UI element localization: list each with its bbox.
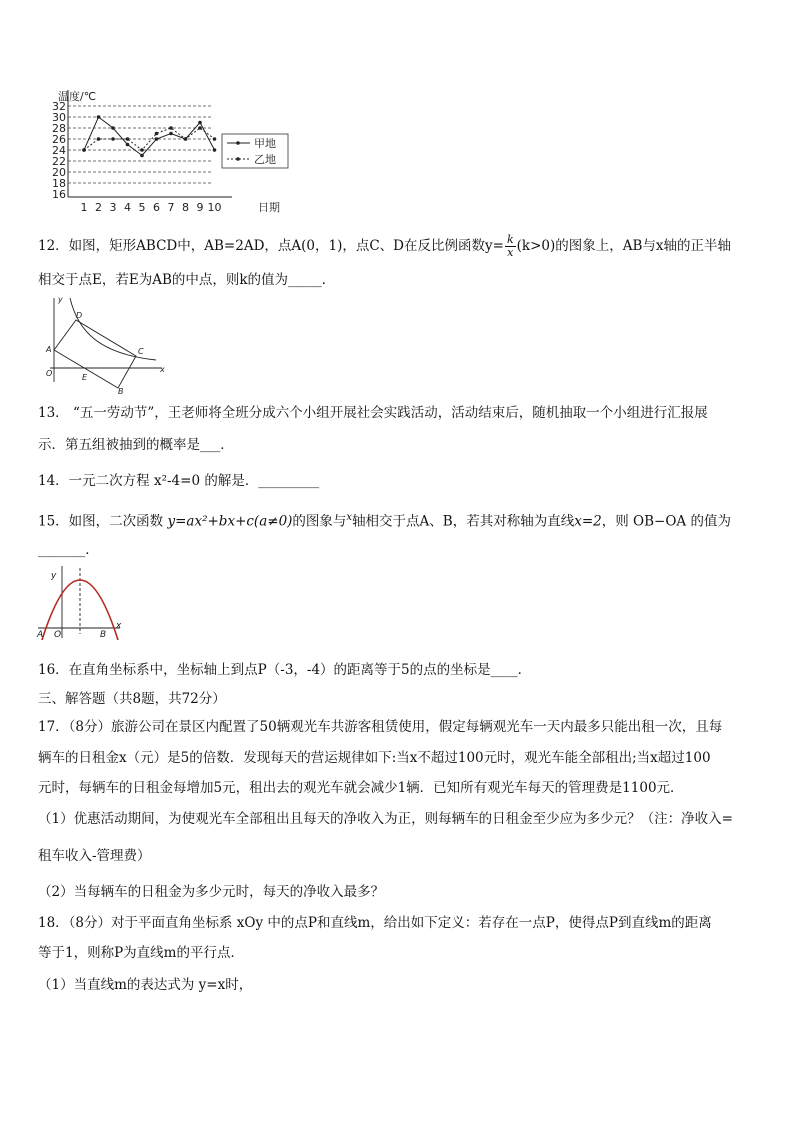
series-1-point — [213, 148, 217, 152]
q14-line1: 14．一元二次方程 x²-4=0 的解是．_________ — [38, 473, 320, 489]
q15-label-x: x — [116, 621, 122, 631]
series-2-point — [155, 132, 159, 136]
q12-label-C: C — [138, 347, 144, 356]
q18-line1: 18．（8分）对于平面直角坐标系 xOy 中的点P和直线m，给出如下定义：若存在一点P，使得点P到直线m的距离 — [38, 915, 712, 931]
q12-label-D: D — [76, 311, 83, 320]
series-2-point — [140, 148, 144, 152]
series-2-point — [111, 137, 115, 141]
q12-frac-den: x — [507, 246, 514, 259]
chart-series — [82, 115, 216, 157]
q15-label-A: A — [37, 630, 44, 640]
x-tick-label: 7 — [167, 201, 175, 214]
q12-label-E: E — [82, 373, 88, 382]
q15-label-B: B — [100, 630, 107, 640]
series-2-point — [97, 137, 101, 141]
q12-fraction — [505, 234, 516, 259]
y-tick-label: 16 — [52, 188, 66, 201]
legend-series-2: 乙地 — [254, 153, 276, 166]
x-tick-label: 4 — [124, 201, 131, 214]
series-1-point — [198, 121, 202, 125]
y-tick-label: 26 — [52, 133, 66, 146]
q18-line2: 等于1，则称P为直线m的平行点． — [38, 945, 244, 961]
temperature-line-chart — [36, 84, 296, 216]
series-2-point — [184, 137, 188, 141]
q12-text-a: 12．如图，矩形ABCD中，AB=2AD，点A(0，1)，点C、D在反比例函数y= — [38, 238, 504, 254]
q15-line1 — [38, 509, 731, 531]
x-tick-label: 6 — [153, 201, 160, 214]
x-tick-label: 1 — [80, 201, 88, 214]
q15-text-d: ，则 OB−OA 的值为 — [601, 513, 731, 530]
q15-figure — [36, 562, 126, 642]
x-tick-label: 3 — [109, 201, 117, 214]
y-tick-label: 20 — [52, 166, 66, 179]
q15-equation: y=ax²+bx+c(a≠0) — [167, 513, 293, 530]
q12-label-A: A — [46, 345, 52, 354]
q17-line4: （1）优惠活动期间，为使观光车全部租出且每天的净收入为正，则每辆车的日租金至少应为多少元？（注：净收入= — [38, 811, 733, 827]
q15-x-symbol: x — [346, 512, 353, 523]
q15-line2: _______． — [38, 542, 99, 558]
q15-text-c: 轴相交于点A、B，若其对称轴为直线 — [352, 513, 575, 530]
series-2-point — [126, 137, 130, 141]
q12-label-B: B — [118, 387, 124, 394]
q13-line2: 示．第五组被抽到的概率是___． — [38, 437, 234, 453]
y-tick-label: 30 — [52, 111, 66, 124]
q12-label-x: x — [160, 365, 165, 374]
q15-label-O: O — [54, 630, 62, 640]
q12-label-O: O — [46, 369, 53, 378]
q15-axis-eq: x=2 — [574, 513, 602, 530]
y-tick-label: 32 — [52, 100, 66, 113]
section-3-title: 三、解答题（共8题，共72分） — [38, 691, 226, 707]
q18-line3: （1）当直线m的表达式为 y=x时， — [38, 977, 253, 993]
series-1-point — [97, 115, 101, 119]
x-tick-label: 10 — [207, 201, 222, 214]
series-2-point — [82, 148, 86, 152]
y-tick-label: 18 — [52, 177, 66, 190]
chart-y-axis-label: 温度/℃ — [58, 90, 97, 103]
y-tick-label: 24 — [52, 144, 66, 157]
series-2-point — [169, 126, 173, 130]
q17-line3: 元时，每辆车的日租金每增加5元，租出去的观光车就会减少1辆．已知所有观光车每天的管理费是1100元． — [38, 780, 684, 796]
chart-x-axis-label: 日期 — [258, 201, 280, 214]
q16-line1: 16．在直角坐标系中，坐标轴上到点P（-3，-4）的距离等于5的点的坐标是____． — [38, 662, 532, 678]
series-1-point — [140, 154, 144, 158]
q12-line2: 相交于点E，若E为AB的中点，则k的值为_____． — [38, 272, 336, 288]
chart-x-tick-labels — [81, 201, 222, 214]
series-1-point — [169, 132, 173, 136]
x-tick-label: 2 — [95, 201, 102, 214]
q12-line1 — [38, 234, 731, 259]
q17-line1: 17．（8分）旅游公司在景区内配置了50辆观光车共游客租赁使用，假定每辆观光车一天内最多只能出租一次，且每 — [38, 719, 723, 735]
q13-line1: 13． “五一劳动节”，王老师将全班分成六个小组开展社会实践活动，活动结束后，随机抽取一个小组进行汇报展 — [38, 405, 708, 421]
q17-line2: 辆车的日租金x（元）是5的倍数．发现每天的营运规律如下:当x不超过100元时，观光车能全部租出;当x超过100 — [38, 750, 711, 766]
chart-y-tick-labels — [52, 100, 66, 201]
series-2-point — [198, 126, 202, 130]
series-2-point — [213, 137, 217, 141]
chart-gridlines — [68, 106, 212, 183]
y-tick-label: 28 — [52, 122, 66, 135]
q12-figure — [40, 292, 170, 394]
q12-frac-num: k — [506, 233, 514, 246]
chart-legend — [222, 134, 288, 168]
series-1-point — [111, 126, 115, 130]
q15-text-b: 的图象与 — [292, 513, 347, 530]
q17-line6: （2）当每辆车的日租金为多少元时，每天的净收入最多？ — [38, 884, 385, 900]
q12-text-b: (k>0)的图象上，AB与x轴的正半轴 — [516, 238, 732, 254]
q12-label-y: y — [58, 295, 63, 304]
q15-label-y: y — [51, 571, 57, 581]
x-tick-label: 8 — [182, 201, 189, 214]
x-tick-label: 9 — [196, 201, 204, 214]
series-1-point — [155, 137, 159, 141]
x-tick-label: 5 — [138, 201, 146, 214]
q17-line5: 租车收入-管理费） — [38, 848, 151, 864]
q15-text-a: 15．如图，二次函数 — [38, 513, 168, 530]
legend-series-1: 甲地 — [254, 137, 276, 150]
y-tick-label: 22 — [52, 155, 66, 168]
series-1-point — [126, 143, 130, 147]
